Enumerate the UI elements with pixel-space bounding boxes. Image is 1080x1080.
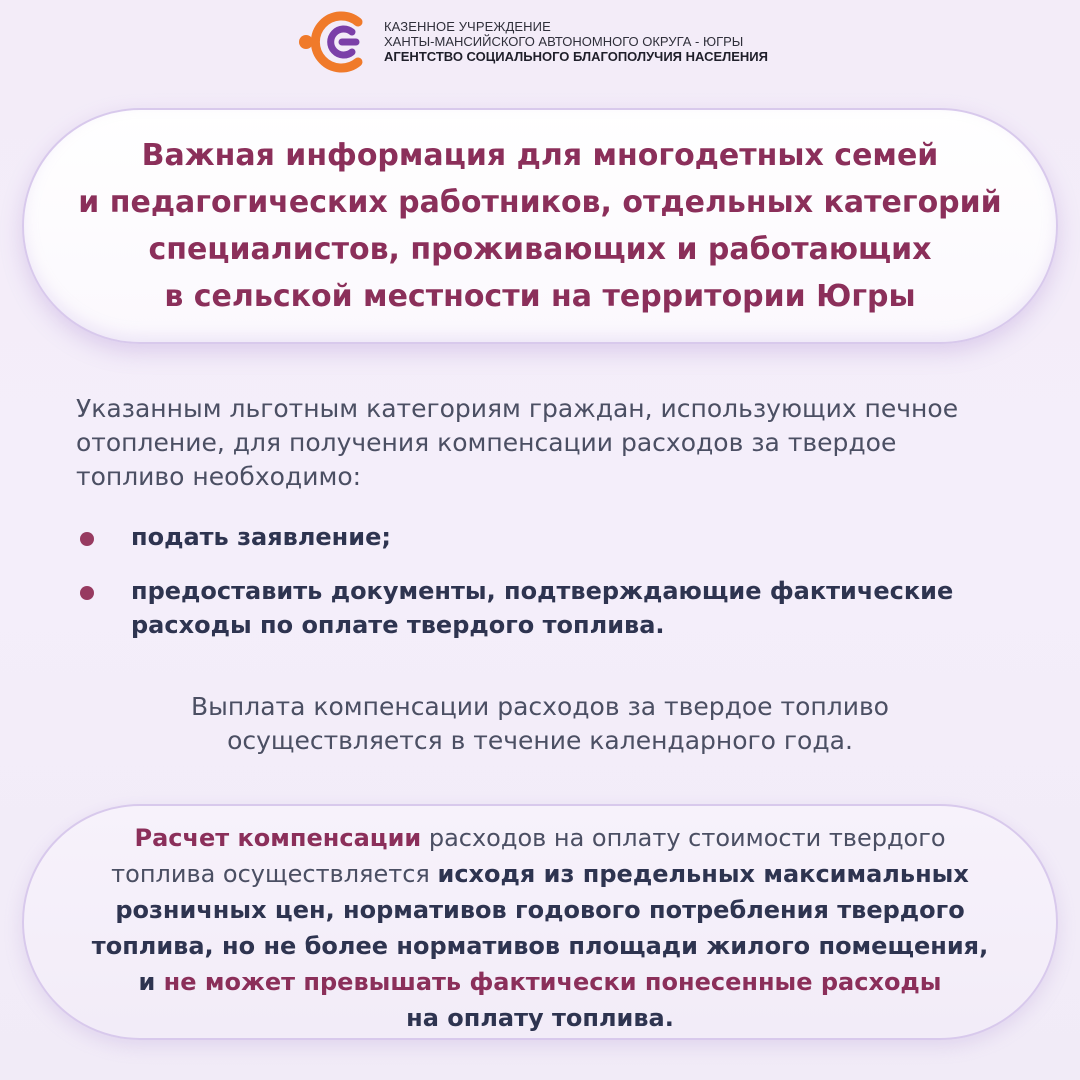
org-line-2: ХАНТЫ-МАНСИЙСКОГО АВТОНОМНОГО ОКРУГА - ЮГРЫ — [384, 34, 744, 49]
calc-line — [0, 820, 1080, 856]
calc-text: топлива осуществляется — [111, 860, 438, 888]
intro-paragraph — [76, 392, 1036, 494]
payment-note — [0, 690, 1080, 758]
calculation-text — [0, 820, 1080, 1036]
calc-line: розничных цен, нормативов годового потребления твердого — [115, 896, 965, 924]
bullet-dot-icon — [80, 532, 94, 546]
title-line: в сельской местности на территории Югры — [164, 279, 916, 314]
list-item-text: расходы по оплате твердого топлива. — [131, 611, 665, 639]
list-item — [76, 520, 1036, 554]
calc-line — [0, 964, 1080, 1000]
list-item-text: предоставить документы, подтверждающие фактические — [131, 577, 954, 605]
calc-text: расходов на оплату стоимости твердого — [421, 824, 946, 852]
title-line: Важная информация для многодетных семей — [141, 138, 939, 173]
calc-highlight: Расчет компенсации — [134, 824, 422, 852]
payment-line: Выплата компенсации расходов за твердое топливо — [191, 692, 889, 721]
calc-line — [0, 856, 1080, 892]
calc-bold: и — [138, 968, 164, 996]
intro-line: Указанным льготным категориям граждан, использующих печное — [76, 394, 959, 423]
organization-name — [384, 19, 768, 64]
page-title — [78, 132, 1001, 320]
calc-line: на оплату топлива. — [406, 1004, 674, 1032]
header — [298, 6, 818, 76]
list-item-text: подать заявление; — [131, 523, 391, 551]
title-line: специалистов, проживающих и работающих — [148, 232, 932, 267]
agency-logo-icon — [298, 6, 376, 76]
intro-line: отопление, для получения компенсации расходов за твердое — [76, 428, 897, 457]
calc-line: топлива, но не более нормативов площади жилого помещения, — [91, 932, 989, 960]
org-line-3: АГЕНТСТВО СОЦИАЛЬНОГО БЛАГОПОЛУЧИЯ НАСЕЛЕНИЯ — [384, 49, 768, 64]
list-item — [76, 574, 1036, 642]
org-line-1: КАЗЕННОЕ УЧРЕЖДЕНИЕ — [384, 19, 551, 34]
requirements-list — [76, 520, 1036, 642]
bullet-dot-icon — [80, 586, 94, 600]
calc-highlight: не может превышать фактически понесенные расходы — [163, 968, 942, 996]
payment-line: осуществляется в течение календарного года. — [227, 726, 853, 755]
title-banner — [22, 108, 1058, 344]
title-line: и педагогических работников, отдельных категорий — [78, 185, 1002, 220]
calc-bold: исходя из предельных максимальных — [437, 860, 969, 888]
intro-line: топливо необходимо: — [76, 462, 362, 491]
